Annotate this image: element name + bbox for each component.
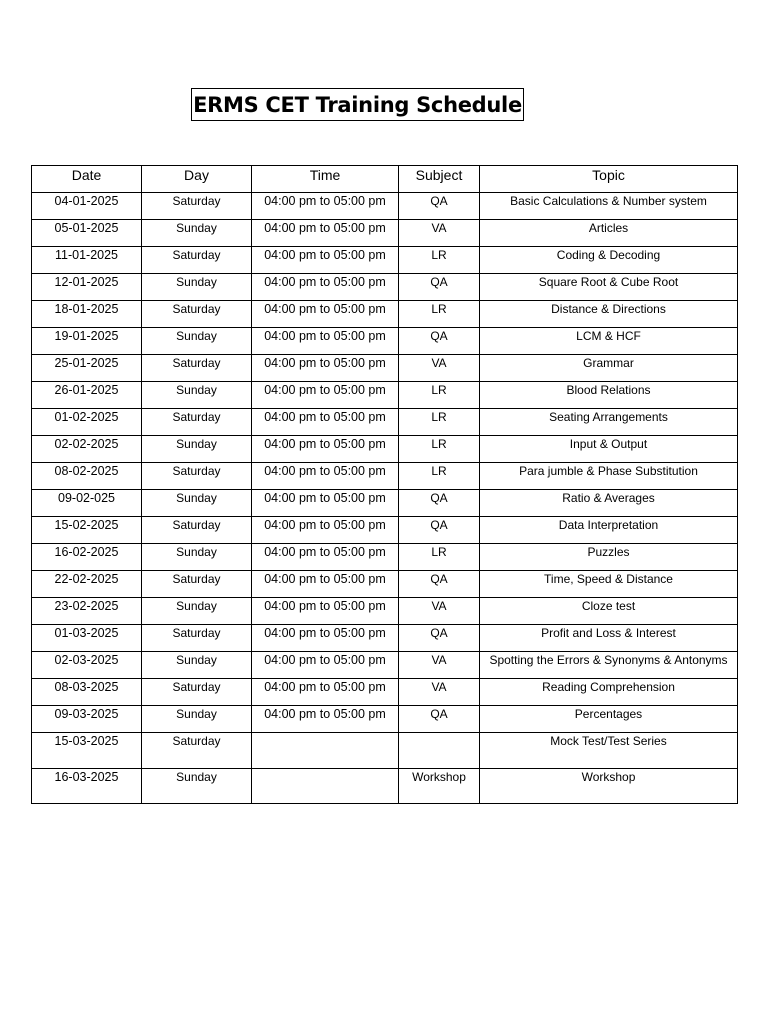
date-cell: 18-01-2025	[32, 301, 142, 328]
subject-cell: Workshop	[399, 769, 480, 804]
time-cell: 04:00 pm to 05:00 pm	[252, 544, 399, 571]
column-header-day: Day	[142, 166, 252, 193]
topic-cell: Blood Relations	[480, 382, 738, 409]
day-cell: Saturday	[142, 679, 252, 706]
subject-cell: LR	[399, 544, 480, 571]
column-header-subject: Subject	[399, 166, 480, 193]
subject-cell: QA	[399, 490, 480, 517]
table-row	[32, 652, 738, 679]
date-cell: 12-01-2025	[32, 274, 142, 301]
date-cell: 04-01-2025	[32, 193, 142, 220]
date-cell: 01-03-2025	[32, 625, 142, 652]
topic-cell: Input & Output	[480, 436, 738, 463]
subject-cell: VA	[399, 652, 480, 679]
day-cell: Saturday	[142, 625, 252, 652]
table-row	[32, 328, 738, 355]
table-row	[32, 544, 738, 571]
time-cell: 04:00 pm to 05:00 pm	[252, 490, 399, 517]
table-row	[32, 355, 738, 382]
time-cell: 04:00 pm to 05:00 pm	[252, 571, 399, 598]
table-row	[32, 382, 738, 409]
table-row	[32, 409, 738, 436]
topic-cell: Data Interpretation	[480, 517, 738, 544]
date-cell: 23-02-2025	[32, 598, 142, 625]
topic-cell: Grammar	[480, 355, 738, 382]
subject-cell: QA	[399, 274, 480, 301]
table-row	[32, 193, 738, 220]
table-row	[32, 625, 738, 652]
date-cell: 09-03-2025	[32, 706, 142, 733]
subject-cell: LR	[399, 247, 480, 274]
subject-cell	[399, 733, 480, 769]
day-cell: Saturday	[142, 301, 252, 328]
day-cell: Sunday	[142, 706, 252, 733]
date-cell: 02-02-2025	[32, 436, 142, 463]
day-cell: Saturday	[142, 409, 252, 436]
table-row	[32, 463, 738, 490]
subject-cell: VA	[399, 355, 480, 382]
topic-cell: Workshop	[480, 769, 738, 804]
time-cell: 04:00 pm to 05:00 pm	[252, 382, 399, 409]
time-cell: 04:00 pm to 05:00 pm	[252, 328, 399, 355]
date-cell: 25-01-2025	[32, 355, 142, 382]
date-cell: 05-01-2025	[32, 220, 142, 247]
time-cell: 04:00 pm to 05:00 pm	[252, 517, 399, 544]
topic-cell: Ratio & Averages	[480, 490, 738, 517]
table-row	[32, 769, 738, 804]
time-cell	[252, 769, 399, 804]
time-cell	[252, 733, 399, 769]
date-cell: 15-03-2025	[32, 733, 142, 769]
time-cell: 04:00 pm to 05:00 pm	[252, 706, 399, 733]
topic-cell: Square Root & Cube Root	[480, 274, 738, 301]
date-cell: 09-02-025	[32, 490, 142, 517]
topic-cell: Time, Speed & Distance	[480, 571, 738, 598]
date-cell: 16-03-2025	[32, 769, 142, 804]
day-cell: Sunday	[142, 490, 252, 517]
subject-cell: QA	[399, 706, 480, 733]
column-header-date: Date	[32, 166, 142, 193]
time-cell: 04:00 pm to 05:00 pm	[252, 301, 399, 328]
table-row	[32, 247, 738, 274]
subject-cell: QA	[399, 625, 480, 652]
subject-cell: VA	[399, 220, 480, 247]
topic-cell: Distance & Directions	[480, 301, 738, 328]
table-row	[32, 571, 738, 598]
column-header-topic: Topic	[480, 166, 738, 193]
topic-cell: Profit and Loss & Interest	[480, 625, 738, 652]
time-cell: 04:00 pm to 05:00 pm	[252, 625, 399, 652]
date-cell: 15-02-2025	[32, 517, 142, 544]
day-cell: Saturday	[142, 517, 252, 544]
date-cell: 08-02-2025	[32, 463, 142, 490]
table-row	[32, 220, 738, 247]
topic-cell: Percentages	[480, 706, 738, 733]
time-cell: 04:00 pm to 05:00 pm	[252, 679, 399, 706]
date-cell: 02-03-2025	[32, 652, 142, 679]
date-cell: 16-02-2025	[32, 544, 142, 571]
schedule-table	[31, 165, 738, 804]
subject-cell: LR	[399, 382, 480, 409]
topic-cell: Puzzles	[480, 544, 738, 571]
time-cell: 04:00 pm to 05:00 pm	[252, 409, 399, 436]
topic-cell: Para jumble & Phase Substitution	[480, 463, 738, 490]
topic-cell: Reading Comprehension	[480, 679, 738, 706]
subject-cell: VA	[399, 679, 480, 706]
date-cell: 01-02-2025	[32, 409, 142, 436]
table-row	[32, 733, 738, 769]
topic-cell: Basic Calculations & Number system	[480, 193, 738, 220]
subject-cell: VA	[399, 598, 480, 625]
time-cell: 04:00 pm to 05:00 pm	[252, 436, 399, 463]
subject-cell: QA	[399, 328, 480, 355]
day-cell: Saturday	[142, 733, 252, 769]
table-row	[32, 274, 738, 301]
topic-cell: LCM & HCF	[480, 328, 738, 355]
time-cell: 04:00 pm to 05:00 pm	[252, 247, 399, 274]
date-cell: 26-01-2025	[32, 382, 142, 409]
day-cell: Sunday	[142, 436, 252, 463]
time-cell: 04:00 pm to 05:00 pm	[252, 463, 399, 490]
topic-cell: Cloze test	[480, 598, 738, 625]
subject-cell: QA	[399, 571, 480, 598]
day-cell: Saturday	[142, 463, 252, 490]
schedule-body	[32, 193, 738, 804]
table-row	[32, 598, 738, 625]
day-cell: Saturday	[142, 247, 252, 274]
column-header-time: Time	[252, 166, 399, 193]
topic-cell: Coding & Decoding	[480, 247, 738, 274]
day-cell: Sunday	[142, 598, 252, 625]
topic-cell: Spotting the Errors & Synonyms & Antonyms	[480, 652, 738, 679]
day-cell: Sunday	[142, 328, 252, 355]
time-cell: 04:00 pm to 05:00 pm	[252, 193, 399, 220]
day-cell: Sunday	[142, 220, 252, 247]
subject-cell: QA	[399, 517, 480, 544]
topic-cell: Mock Test/Test Series	[480, 733, 738, 769]
day-cell: Saturday	[142, 355, 252, 382]
date-cell: 19-01-2025	[32, 328, 142, 355]
date-cell: 22-02-2025	[32, 571, 142, 598]
day-cell: Sunday	[142, 769, 252, 804]
page-title: ERMS CET Training Schedule	[191, 88, 524, 121]
subject-cell: LR	[399, 463, 480, 490]
subject-cell: LR	[399, 436, 480, 463]
time-cell: 04:00 pm to 05:00 pm	[252, 598, 399, 625]
table-row	[32, 436, 738, 463]
subject-cell: LR	[399, 301, 480, 328]
date-cell: 08-03-2025	[32, 679, 142, 706]
date-cell: 11-01-2025	[32, 247, 142, 274]
time-cell: 04:00 pm to 05:00 pm	[252, 274, 399, 301]
time-cell: 04:00 pm to 05:00 pm	[252, 355, 399, 382]
topic-cell: Articles	[480, 220, 738, 247]
table-row	[32, 301, 738, 328]
day-cell: Saturday	[142, 571, 252, 598]
table-row	[32, 679, 738, 706]
time-cell: 04:00 pm to 05:00 pm	[252, 220, 399, 247]
day-cell: Sunday	[142, 544, 252, 571]
subject-cell: QA	[399, 193, 480, 220]
header-row	[32, 166, 738, 193]
time-cell: 04:00 pm to 05:00 pm	[252, 652, 399, 679]
day-cell: Sunday	[142, 382, 252, 409]
table-row	[32, 706, 738, 733]
day-cell: Sunday	[142, 652, 252, 679]
day-cell: Saturday	[142, 193, 252, 220]
topic-cell: Seating Arrangements	[480, 409, 738, 436]
day-cell: Sunday	[142, 274, 252, 301]
table-row	[32, 490, 738, 517]
table-row	[32, 517, 738, 544]
subject-cell: LR	[399, 409, 480, 436]
